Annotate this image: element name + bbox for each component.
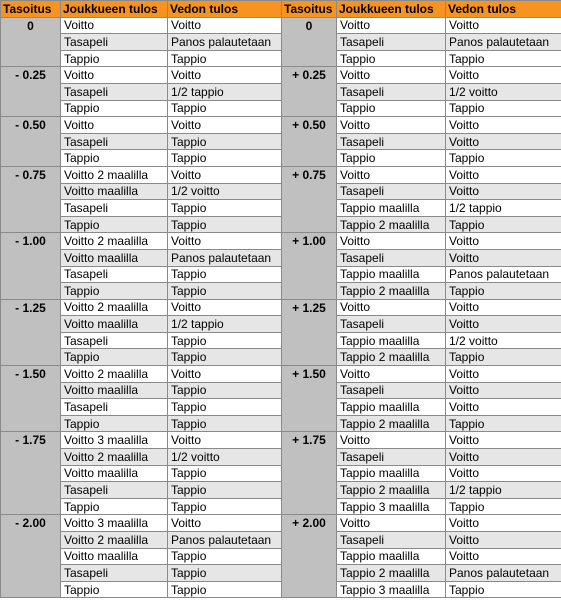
- bet-result-right: Voitto: [446, 382, 561, 399]
- bet-result-right: Voitto: [446, 432, 561, 449]
- handicap-level-right: 0: [282, 17, 337, 67]
- handicap-level-right: + 1.75: [282, 432, 337, 515]
- team-result-right: Tappio 2 maalilla: [337, 415, 446, 432]
- team-result-right: Voitto: [337, 299, 446, 316]
- bet-result-left: Tappio: [168, 482, 282, 499]
- team-result-left: Tasapeli: [61, 83, 168, 100]
- team-result-left: Tappio: [61, 216, 168, 233]
- table-row: [1, 332, 561, 349]
- bet-result-left: Tappio: [168, 200, 282, 217]
- table-row: [1, 449, 561, 466]
- bet-result-right: 1/2 tappio: [446, 482, 561, 499]
- team-result-right: Tappio maalilla: [337, 548, 446, 565]
- bet-result-left: Voitto: [168, 17, 282, 34]
- team-result-left: Voitto 2 maalilla: [61, 449, 168, 466]
- table-row: [1, 415, 561, 432]
- team-result-right: Tappio 2 maalilla: [337, 565, 446, 582]
- bet-result-left: 1/2 tappio: [168, 316, 282, 333]
- bet-result-right: Voitto: [446, 316, 561, 333]
- table-row: [1, 150, 561, 167]
- header-bet-result-right: Vedon tulos: [446, 1, 561, 18]
- handicap-level-right: + 2.00: [282, 515, 337, 598]
- table-row: [1, 498, 561, 515]
- table-row: [1, 581, 561, 598]
- bet-result-right: Voitto: [446, 233, 561, 250]
- bet-result-right: Voitto: [446, 366, 561, 383]
- handicap-level-right: + 0.75: [282, 166, 337, 232]
- handicap-level-right: + 1.00: [282, 233, 337, 299]
- bet-result-left: Tappio: [168, 283, 282, 300]
- handicap-level-right: + 1.25: [282, 299, 337, 365]
- table-row: [1, 100, 561, 117]
- team-result-right: Tasapeli: [337, 83, 446, 100]
- team-result-right: Voitto: [337, 67, 446, 84]
- team-result-left: Tasapeli: [61, 200, 168, 217]
- table-row: [1, 50, 561, 67]
- table-row: [1, 133, 561, 150]
- team-result-left: Voitto 2 maalilla: [61, 366, 168, 383]
- bet-result-right: Tappio: [446, 216, 561, 233]
- bet-result-left: Voitto: [168, 366, 282, 383]
- team-result-left: Tappio: [61, 283, 168, 300]
- header-handicap-right: Tasoitus: [282, 1, 337, 18]
- team-result-right: Tasapeli: [337, 34, 446, 51]
- bet-result-right: Tappio: [446, 349, 561, 366]
- team-result-left: Voitto maalilla: [61, 249, 168, 266]
- bet-result-right: Voitto: [446, 117, 561, 134]
- bet-result-right: Voitto: [446, 515, 561, 532]
- team-result-left: Tasapeli: [61, 34, 168, 51]
- handicap-level-left: - 2.00: [1, 515, 61, 598]
- handicap-level-left: - 1.25: [1, 299, 61, 365]
- table-row: [1, 266, 561, 283]
- team-result-left: Tasapeli: [61, 133, 168, 150]
- table-row: [1, 67, 561, 84]
- handicap-level-right: + 0.50: [282, 117, 337, 167]
- team-result-left: Voitto maalilla: [61, 548, 168, 565]
- bet-result-right: Tappio: [446, 283, 561, 300]
- team-result-left: Voitto: [61, 17, 168, 34]
- handicap-level-right: + 0.25: [282, 67, 337, 117]
- team-result-right: Tappio maalilla: [337, 266, 446, 283]
- table-row: [1, 382, 561, 399]
- table-row: [1, 166, 561, 183]
- team-result-right: Tasapeli: [337, 449, 446, 466]
- bet-result-left: Panos palautetaan: [168, 532, 282, 549]
- bet-result-left: Tappio: [168, 349, 282, 366]
- team-result-right: Tappio: [337, 50, 446, 67]
- bet-result-right: Panos palautetaan: [446, 565, 561, 582]
- bet-result-left: Tappio: [168, 382, 282, 399]
- team-result-right: Tasapeli: [337, 532, 446, 549]
- table-row: [1, 117, 561, 134]
- bet-result-right: Voitto: [446, 532, 561, 549]
- team-result-left: Tappio: [61, 50, 168, 67]
- bet-result-right: Tappio: [446, 150, 561, 167]
- team-result-left: Voitto 2 maalilla: [61, 233, 168, 250]
- bet-result-left: Tappio: [168, 150, 282, 167]
- table-row: [1, 432, 561, 449]
- table-row: [1, 316, 561, 333]
- bet-result-left: Tappio: [168, 50, 282, 67]
- bet-result-right: Voitto: [446, 133, 561, 150]
- team-result-right: Voitto: [337, 17, 446, 34]
- bet-result-left: Panos palautetaan: [168, 249, 282, 266]
- bet-result-left: Voitto: [168, 117, 282, 134]
- bet-result-left: Voitto: [168, 233, 282, 250]
- team-result-left: Voitto: [61, 67, 168, 84]
- team-result-right: Tappio 2 maalilla: [337, 283, 446, 300]
- bet-result-right: 1/2 tappio: [446, 200, 561, 217]
- team-result-left: Tappio: [61, 100, 168, 117]
- team-result-left: Voitto 2 maalilla: [61, 166, 168, 183]
- team-result-right: Voitto: [337, 366, 446, 383]
- team-result-right: Tasapeli: [337, 316, 446, 333]
- team-result-right: Tappio: [337, 150, 446, 167]
- bet-result-right: Voitto: [446, 465, 561, 482]
- team-result-left: Voitto 3 maalilla: [61, 432, 168, 449]
- bet-result-left: Tappio: [168, 498, 282, 515]
- bet-result-right: Voitto: [446, 548, 561, 565]
- bet-result-left: Voitto: [168, 515, 282, 532]
- team-result-right: Voitto: [337, 117, 446, 134]
- bet-result-right: Tappio: [446, 100, 561, 117]
- table-row: [1, 200, 561, 217]
- team-result-right: Voitto: [337, 515, 446, 532]
- bet-result-left: Tappio: [168, 565, 282, 582]
- team-result-left: Voitto maalilla: [61, 382, 168, 399]
- bet-result-right: Voitto: [446, 299, 561, 316]
- table-row: [1, 83, 561, 100]
- bet-result-right: Panos palautetaan: [446, 34, 561, 51]
- team-result-right: Tappio 3 maalilla: [337, 498, 446, 515]
- team-result-right: Tappio maalilla: [337, 465, 446, 482]
- team-result-right: Tappio 2 maalilla: [337, 216, 446, 233]
- team-result-left: Tasapeli: [61, 565, 168, 582]
- team-result-left: Tasapeli: [61, 266, 168, 283]
- team-result-right: Tasapeli: [337, 249, 446, 266]
- handicap-level-left: - 1.00: [1, 233, 61, 299]
- table-row: [1, 465, 561, 482]
- team-result-right: Tasapeli: [337, 133, 446, 150]
- table-row: [1, 548, 561, 565]
- bet-result-left: 1/2 voitto: [168, 183, 282, 200]
- team-result-left: Voitto maalilla: [61, 465, 168, 482]
- handicap-level-left: - 1.75: [1, 432, 61, 515]
- team-result-left: Tappio: [61, 415, 168, 432]
- bet-result-left: Tappio: [168, 465, 282, 482]
- bet-result-right: Voitto: [446, 166, 561, 183]
- table-row: [1, 233, 561, 250]
- bet-result-right: 1/2 voitto: [446, 332, 561, 349]
- handicap-level-left: - 0.75: [1, 166, 61, 232]
- team-result-left: Voitto 2 maalilla: [61, 532, 168, 549]
- team-result-right: Tappio maalilla: [337, 399, 446, 416]
- team-result-right: Tasapeli: [337, 382, 446, 399]
- bet-result-left: 1/2 tappio: [168, 83, 282, 100]
- table-row: [1, 399, 561, 416]
- bet-result-left: Voitto: [168, 67, 282, 84]
- table-row: [1, 34, 561, 51]
- bet-result-left: Panos palautetaan: [168, 34, 282, 51]
- team-result-right: Tappio 2 maalilla: [337, 349, 446, 366]
- team-result-left: Tappio: [61, 498, 168, 515]
- team-result-left: Voitto 3 maalilla: [61, 515, 168, 532]
- table-row: [1, 283, 561, 300]
- bet-result-right: Tappio: [446, 50, 561, 67]
- header-bet-result-left: Vedon tulos: [168, 1, 282, 18]
- table-row: [1, 17, 561, 34]
- team-result-right: Tappio 3 maalilla: [337, 581, 446, 598]
- bet-result-left: Tappio: [168, 581, 282, 598]
- bet-result-left: Tappio: [168, 216, 282, 233]
- header-handicap-left: Tasoitus: [1, 1, 61, 18]
- bet-result-left: 1/2 voitto: [168, 449, 282, 466]
- table-row: [1, 482, 561, 499]
- bet-result-left: Tappio: [168, 332, 282, 349]
- table-row: [1, 565, 561, 582]
- bet-result-left: Voitto: [168, 166, 282, 183]
- table-body: [1, 17, 561, 598]
- handicap-level-left: - 0.25: [1, 67, 61, 117]
- bet-result-right: Voitto: [446, 399, 561, 416]
- bet-result-right: Voitto: [446, 17, 561, 34]
- team-result-left: Tasapeli: [61, 482, 168, 499]
- team-result-left: Tappio: [61, 349, 168, 366]
- bet-result-left: Tappio: [168, 133, 282, 150]
- bet-result-left: Voitto: [168, 432, 282, 449]
- handicap-level-left: - 1.50: [1, 366, 61, 432]
- team-result-left: Voitto: [61, 117, 168, 134]
- bet-result-left: Tappio: [168, 399, 282, 416]
- team-result-right: Voitto: [337, 233, 446, 250]
- team-result-left: Tappio: [61, 150, 168, 167]
- bet-result-right: Voitto: [446, 67, 561, 84]
- team-result-left: Tappio: [61, 581, 168, 598]
- bet-result-right: 1/2 voitto: [446, 83, 561, 100]
- table-row: [1, 532, 561, 549]
- team-result-left: Tasapeli: [61, 332, 168, 349]
- bet-result-left: Tappio: [168, 100, 282, 117]
- team-result-right: Tappio: [337, 100, 446, 117]
- team-result-right: Voitto: [337, 432, 446, 449]
- table-row: [1, 515, 561, 532]
- table-row: [1, 249, 561, 266]
- bet-result-right: Tappio: [446, 415, 561, 432]
- header-row: [1, 1, 561, 18]
- bet-result-right: Panos palautetaan: [446, 266, 561, 283]
- header-team-result-left: Joukkueen tulos: [61, 1, 168, 18]
- bet-result-right: Tappio: [446, 581, 561, 598]
- bet-result-left: Tappio: [168, 548, 282, 565]
- bet-result-left: Tappio: [168, 415, 282, 432]
- table-row: [1, 216, 561, 233]
- team-result-right: Tappio maalilla: [337, 332, 446, 349]
- bet-result-right: Voitto: [446, 449, 561, 466]
- table-row: [1, 349, 561, 366]
- handicap-level-left: 0: [1, 17, 61, 67]
- team-result-left: Voitto 2 maalilla: [61, 299, 168, 316]
- team-result-right: Tasapeli: [337, 183, 446, 200]
- team-result-right: Tappio 2 maalilla: [337, 482, 446, 499]
- team-result-right: Voitto: [337, 166, 446, 183]
- header-team-result-right: Joukkueen tulos: [337, 1, 446, 18]
- bet-result-right: Voitto: [446, 249, 561, 266]
- handicap-level-right: + 1.50: [282, 366, 337, 432]
- team-result-left: Voitto maalilla: [61, 183, 168, 200]
- team-result-left: Tasapeli: [61, 399, 168, 416]
- table-row: [1, 183, 561, 200]
- bet-result-right: Voitto: [446, 183, 561, 200]
- team-result-right: Tappio maalilla: [337, 200, 446, 217]
- table-row: [1, 366, 561, 383]
- bet-result-left: Voitto: [168, 299, 282, 316]
- table-row: [1, 299, 561, 316]
- handicap-level-left: - 0.50: [1, 117, 61, 167]
- bet-result-right: Tappio: [446, 498, 561, 515]
- bet-result-left: Tappio: [168, 266, 282, 283]
- team-result-left: Voitto maalilla: [61, 316, 168, 333]
